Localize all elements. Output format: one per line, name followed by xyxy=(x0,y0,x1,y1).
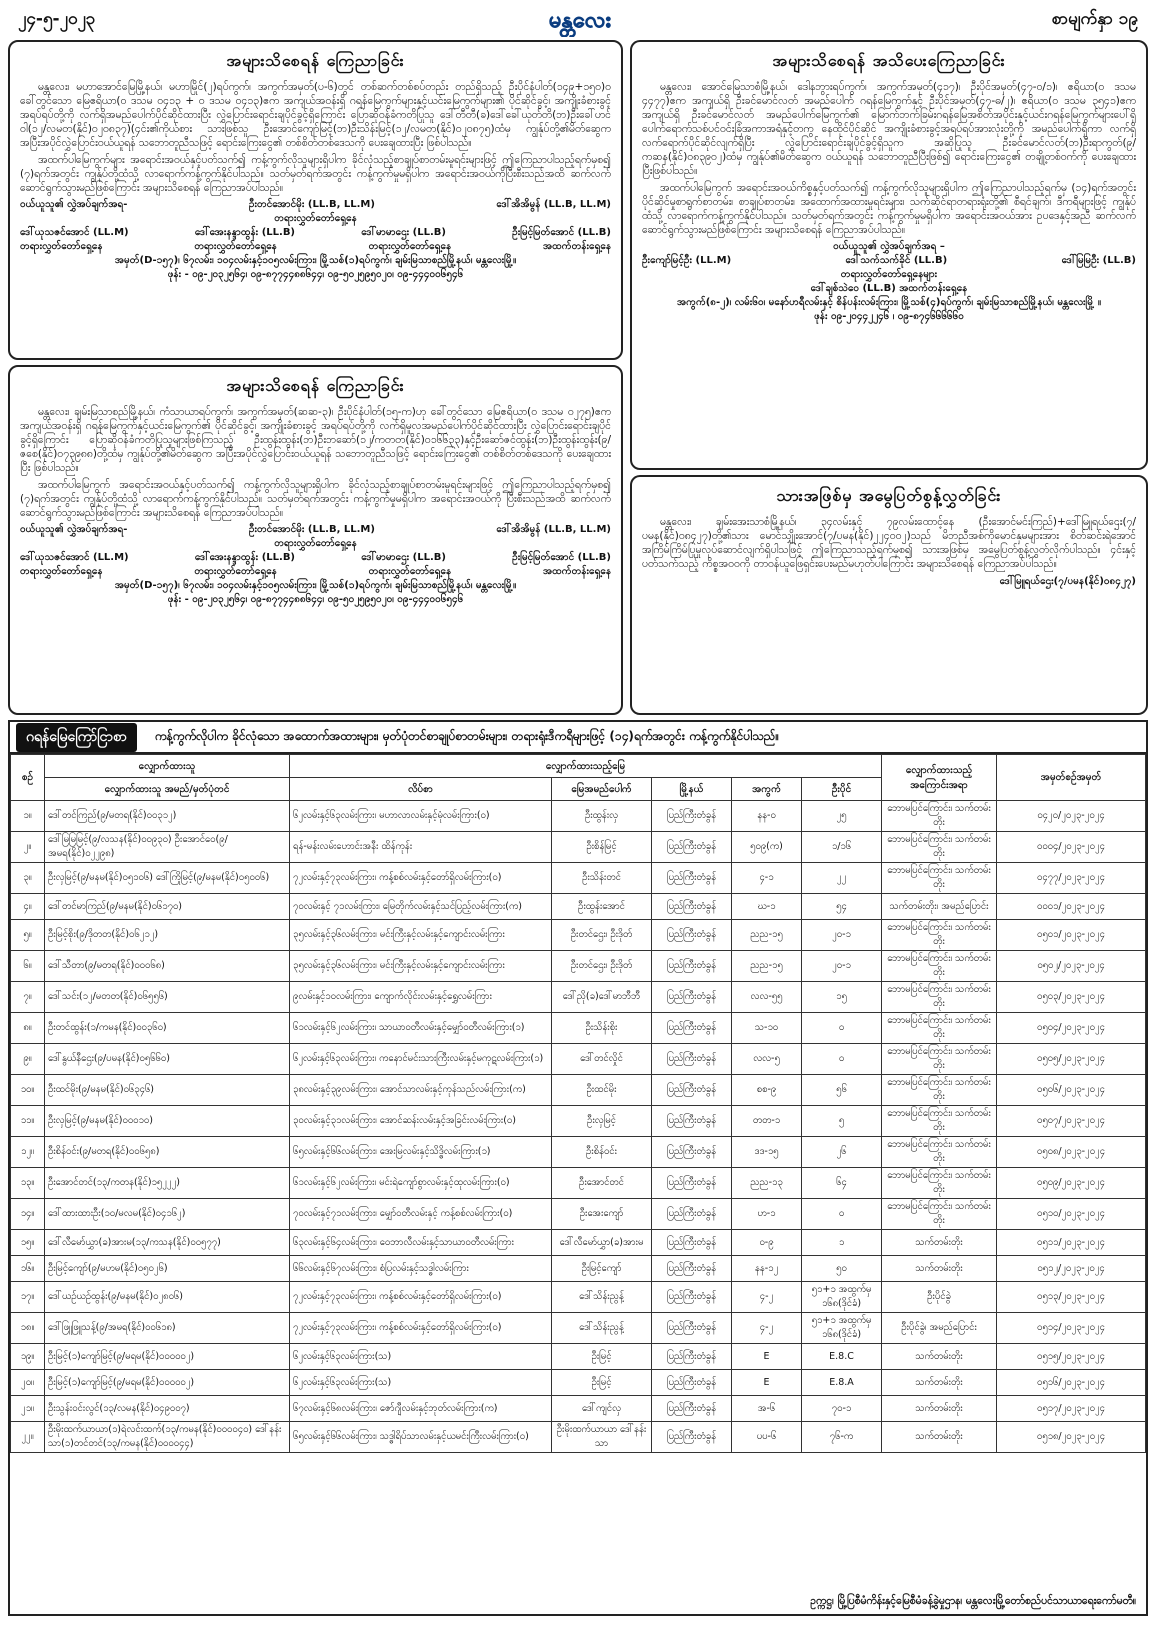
office-address: အမှတ်(D-၁၅၇)၊ ၆၇လမ်း၊ ၁၀၄လမ်းနှင့်၁၀၅လမ်းကြား၊ မြို့သစ်(၁)ရပ်ကွက်၊ ချမ်းမြသာစည်မြို့နယ်၊ မန္တလေးမြို့။ xyxy=(114,255,517,266)
table-cell: ၇၂လမ်းနှင့်၇၃လမ်းကြား၊ ကန့်စစ်လမ်းနှင့်တော်ရှိလမ်းကြား(၀) xyxy=(290,1313,552,1344)
table-cell: ဒေါ်လီမော်ယွှာ(ခ)အားမ(၁၃/ကသန(နိုင်)၀၀၅၇၇) xyxy=(45,1230,290,1256)
table-cell: ဦးတင်ဌေး၊ ဦးဒိုတ် xyxy=(552,920,652,951)
table-row xyxy=(11,1396,1146,1422)
notice-2 xyxy=(8,365,623,715)
table-cell: ဘောမပြင်ကြောင်း၊ သက်တမ်းတိုး xyxy=(882,1044,997,1075)
table-cell: ညည-၁၃ xyxy=(732,1168,802,1199)
table-cell: ၁၂။ xyxy=(11,1137,45,1168)
lawyer-title: တရားလွှတ်တော်ရှေ့နေ xyxy=(368,566,452,577)
table-row xyxy=(11,1013,1146,1044)
table-cell: ၀၅၁၈/၂၀၂၃-၂၀၂၄ xyxy=(997,1422,1146,1453)
notice-paragraph: မန္တလေး၊ မဟာအောင်မြေမြို့နယ်၊ မဟာမြိုင်(၂)ရပ်ကွက်၊ အကွက်အမှတ်(ပ-၆)တွင် တစ်ဆက်တစ်စပ်တည်း တည်ရှိသည့် ဦးပိုင်နံပါတ်(၁၄၉+၁၅၀)ဝ ခေါ်တွင်သော မြေဧရိယာ(၀ ဒသမ ၀၄၁၃ + ၀ ဒသမ ၀၄၁၃)ဧက အကျယ်အဝန်းရှိ ဂရန်မြေကွက်များနှင့်ယင်းမြေကွက်များ၏ ပိုင်ဆိုင်ခွင့်၊ အကျိုးခံစားခွင့် အရပ်ရပ်တို့ကို လက်ရှိအမည်ပေါက်ပိုင်ဆိုင်ထားပြီး လွှဲပြောင်းရောင်းချပိုင်ခွင့်ရှိကြောင်း ပြောဆိုဝန်ခံကတိပြုသူ ဒေါ်တီတီ(ခ)ဒေါ်ခေါ်ယုတ်တိ(ဘ)ဦးခေါ်ဟင်ဝါ(၁၂/လမတ(နိုင်)၀၂၀၈၃၇)(၄င်း၏ကိုယ်စား သားဖြစ်သူ ဦးအောင်ကျော်မြင့်(ဘ)ဦးသိန်းမြင့်(၁၂/လမတ(နိုင်)၀၂၀၈၇၅)ထံမှ ကျွန်ုပ်တို့၏မိတ်ဆွေက အပြီးအပိုင်လွှဲပြောင်းဝယ်ယူရန် သဘောတူညီသဖြင့် ရောင်းကြေးငွေ၏ တစ်စိတ်တစ်ဒေသကို ပေးချေထားပြီး ဖြစ်ပါသည်။ xyxy=(20,81,611,149)
table-cell: E xyxy=(732,1370,802,1396)
group-header: လျှောက်ထားသူ xyxy=(45,755,290,778)
lawyer-title: တရားလွှတ်တော်ရှေ့နေ xyxy=(274,538,357,549)
table-cell: ညည-၁၅ xyxy=(732,951,802,982)
representation-label: ဝယ်ယူသူ၏ လွှဲအပ်ချက်အရ- xyxy=(20,199,128,210)
table-cell: ဘောမပြင်ကြောင်း၊ သက်တမ်းတိုး xyxy=(882,920,997,951)
table-cell: ၀၅၁၄/၂၀၂၃-၂၀၂၄ xyxy=(997,1313,1146,1344)
table-cell: ၁၄။ xyxy=(11,1199,45,1230)
table-row xyxy=(11,1106,1146,1137)
table-cell: ဦးထင်မိုး(၉/မနမ(နိုင်)၀၆၃၄၆) xyxy=(45,1075,290,1106)
lawyer-signatures xyxy=(20,523,611,607)
table-cell: ပြည်ကြီးတံခွန် xyxy=(652,982,732,1013)
table-cell: ဒေါ်သီတာ(၉/မတရ(နိုင်)၀၀၀၆၈) xyxy=(45,951,290,982)
gazette-note: ကန့်ကွက်လိုပါက ခိုင်လုံသော အထောက်အထားများ၊ မှတ်ပုံတင်စာချုပ်စာတမ်းများ၊ တရားရုံးဒီကရီများဖြင့် (၁၄)ရက်အတွင်း ကန့်ကွက်နိုင်ပါသည်။ xyxy=(154,729,780,743)
table-cell: ဦးမြင့် xyxy=(552,1370,652,1396)
table-cell: ပြည်ကြီးတံခွန် xyxy=(652,894,732,920)
table-cell: ဒေါ်သိန်းညွန့် xyxy=(552,1313,652,1344)
table-cell: ဒေါ်ယဉ်ယဉ်ထွန်း(၉/မနမ(နိုင်)၀၂၈၀၆) xyxy=(45,1282,290,1313)
table-row xyxy=(11,1344,1146,1370)
table-cell: ၃၀လမ်းနှင့်၃၁လမ်းကြား၊ အောင်ဆန်းလမ်းနှင့်အခြင်းလမ်းကြား(၀) xyxy=(290,1106,552,1137)
grant-land-gazette xyxy=(8,720,1148,1616)
notice-paragraph: မန္တလေး၊ ချမ်းမြသာစည်မြို့နယ်၊ ကံသာယာရပ်ကွက်၊ အကွက်အမှတ်(ဆဆ-၃)၊ ဦးပိုင်နံပါတ်(၁၅-က)ဟု ခေါ်တွင်သော မြေဧရိယာ(၀ ဒသမ ၀၂၇၅)ဧက အကျယ်အဝန်းရှိ ဂရန်မြေကွက်နှင့်ယင်းမြေကွက်၏ ပိုင်ဆိုင်ခွင့်၊ အကျိုးခံစားခွင့် အရပ်ရပ်တို့ကို လက်ရှိမူလအမည်ပေါက်ပိုင်ဆိုင်ထားပြီး လွှဲပြောင်းရောင်းချပိုင်ခွင့်ရှိကြောင်း ပြောဆိုဝန်ခံကတိပြုသူများဖြစ်ကြသည့် ဦးထွန်းထွန်း(ဘ)ဦးဘဆော်(၁၂/ကတတ(နိုင်)၀၁၆၆၃၃)နှင့်ဦးဆော်ဇင်ထွန်း(ဘ)ဦးထွန်းထွန်း(၉/ဇစေ(နိုင်)၀၇၃၉၈၈)တို့ထံမှ ကျွန်ုပ်တို့၏မိတ်ဆွေက အပြီးအပိုင်လွှဲပြောင်းဝယ်ယူရန် သဘောတူညီသဖြင့် ရောင်းကြေးငွေ၏ တစ်စိတ်တစ်ဒေသကို ပေးချေထားပြီး ဖြစ်ပါသည်။ xyxy=(20,406,611,474)
table-cell: သက်တမ်းတိုး xyxy=(882,1370,997,1396)
table-cell: ၅ xyxy=(802,1106,882,1137)
table-cell: ဦးလှမြင့် xyxy=(552,1106,652,1137)
table-cell: ၆၂လမ်းနှင့်၆၃လမ်းကြား၊ ကနောင်မင်းသားကြီးလမ်းနှင့်မကုဋလမ်းကြား(၁) xyxy=(290,1044,552,1075)
table-cell: ၀၅၁၁/၂၀၂၃-၂၀၂၄ xyxy=(997,1230,1146,1256)
table-cell: ဒဒ-၁၅ xyxy=(732,1137,802,1168)
office-phone: ဖုန်း - ၀၉-၂၀၃၂၅၆၄၊ ၀၉-၈၇၇၄၄၈၈၆၄၄၊ ၀၉-၅၀၂၅၉၅၀၂၀၊ ၀၉-၄၄၄၀၀၆၅၄၆ xyxy=(167,594,464,605)
table-cell: လလ-၅ xyxy=(732,1044,802,1075)
table-cell: ၀၅၁၆/၂၀၂၃-၂၀၂၄ xyxy=(997,1370,1146,1396)
table-cell: ၅၁+၁ အထွက်မှ ၁၆၈(ဒိုင်ခံ) xyxy=(802,1282,882,1313)
table-cell: ၂၂။ xyxy=(11,1422,45,1453)
notice-paragraph: အထက်ပါမြေကွက်များ အရောင်းအဝယ်နှင့်ပတ်သက်၍ ကန့်ကွက်လိုသူများရှိပါက ခိုင်လုံသည့်စာချုပ်စာတမ်းမူရင်းများဖြင့် ဤကြေညာပါသည့်ရက်မှစ၍ (၇)ရက်အတွင်း ကျွန်ုပ်တို့ထံသို့ လာရောက်ကန့်ကွက်နိုင်ပါသည်။ သတ်မှတ်ရက်အတွင်း ကန့်ကွက်မှုမရှိပါက အရောင်းအဝယ်ကိုပြီးစီးသည်အထိ ဆက်လက်ဆောင်ရွက်သွားမည်ဖြစ်ကြောင်း အများသိစေရန် ကြေညာအပ်ပါသည်။ xyxy=(20,154,611,194)
table-cell: ၆၇လမ်းနှင့်၆၈လမ်းကြား၊ ဇော်ဂျီလမ်းနှင့်ဘုတ်လမ်းကြား(က) xyxy=(290,1396,552,1422)
table-cell: အ-၆ xyxy=(732,1396,802,1422)
table-cell: ၀၄၂၀/၂၀၂၃-၂၀၂၄ xyxy=(997,801,1146,832)
table-row xyxy=(11,1422,1146,1453)
table-cell: ဘောမပြင်ကြောင်း၊ သက်တမ်းတိုး xyxy=(882,1075,997,1106)
table-cell: ဘောမပြင်ကြောင်း၊ သက်တမ်းတိုး xyxy=(882,863,997,894)
table-cell: ၇၀လမ်းနှင့်၇၁လမ်းကြား၊ မျှော်ဝတီလမ်းနှင့် ကန့်စစ်လမ်းကြား(ဝ) xyxy=(290,1199,552,1230)
group-header: လျှောက်ထားသည့်မြေ xyxy=(290,755,882,778)
table-cell: ဘောမပြင်ကြောင်း၊ သက်တမ်းတိုး xyxy=(882,1168,997,1199)
page-header xyxy=(0,0,1156,38)
col-header: အမှတ်စဉ်အမှတ် xyxy=(997,755,1146,801)
table-cell: ၅၆ xyxy=(802,1075,882,1106)
table-cell: ဒေါ်တင်မာကြည်(၉/မနမ(နိုင်)၀၆၁၇၀) xyxy=(45,894,290,920)
table-cell: ၀၅၁၂/၂၀၂၃-၂၀၂၄ xyxy=(997,1256,1146,1282)
table-cell: ဒေါ်တင်ကြည်(၉/မတရ(နိုင်)၀၀၃၁၂) xyxy=(45,801,290,832)
table-cell: ၁။ xyxy=(11,801,45,832)
table-cell: ၀၅၁၇/၂၀၂၃-၂၀၂၄ xyxy=(997,1396,1146,1422)
table-cell: ဦးစိန်မြင့် xyxy=(552,832,652,863)
table-cell: ပပ-၆ xyxy=(732,1422,802,1453)
table-row xyxy=(11,920,1146,951)
table-cell: ၁၃။ xyxy=(11,1168,45,1199)
table-cell: ဒေါ်သင်း(၁၂/မတတ(နိုင်)၀၆၅၅၆) xyxy=(45,982,290,1013)
table-cell: ၇၀လမ်းနှင့် ၇၁လမ်းကြား၊ မြေတိုက်လမ်းနှင့်သင်ပြည့်လမ်းကြား(က) xyxy=(290,894,552,920)
notice-title: သားအဖြစ်မှ အမွေပြတ်စွန့်လွှတ်ခြင်း xyxy=(776,486,1002,505)
table-cell: ၀၅၀၆/၂၀၂၃-၂၀၂၄ xyxy=(997,1075,1146,1106)
table-cell: ၀၅၀၇/၂၀၂၃-၂၀၂၄ xyxy=(997,1106,1146,1137)
table-cell: ၀၅၀၁/၂၀၂၃-၂၀၂၄ xyxy=(997,920,1146,951)
table-cell: ၃။ xyxy=(11,863,45,894)
table-cell: ၉လမ်းနှင့်၁၀လမ်းကြား၊ ကျောက်လိုင်းလမ်းနှင့်ရွှေလမ်းကြား xyxy=(290,982,552,1013)
notice-3 xyxy=(630,40,1148,470)
table-cell: ပြည်ကြီးတံခွန် xyxy=(652,1344,732,1370)
table-cell: ပြည်ကြီးတံခွန် xyxy=(652,1256,732,1282)
table-cell: ၆၅လမ်းနှင့်၆၆လမ်းကြား၊ အေးမြလမ်းနှင့်သိဒ္ဓိလမ်းကြား(၁) xyxy=(290,1137,552,1168)
table-cell: ဒေါ်နွယ်နီဌေး(၉/ပမန(နိုင်)၀၅၆၆၀) xyxy=(45,1044,290,1075)
table-cell: ၅၀ xyxy=(802,1256,882,1282)
table-cell: ဒေါ်မြမြမြင့်(၉/လသန(နိုင်)၀၀၉၃၀) ဦးအောင်ဝေ(၉/အမရ(နိုင်)၀၂၂၉၈) xyxy=(45,832,290,863)
table-cell: သက်တမ်းတိုး xyxy=(882,1230,997,1256)
table-cell: ၄-၂ xyxy=(732,1282,802,1313)
table-cell: ဒေါ်ဖြူဖြူသန့်(၉/အမရ(နိုင်)၀၀၆၁၈) xyxy=(45,1313,290,1344)
table-row xyxy=(11,1137,1146,1168)
lawyer-signatures xyxy=(642,240,1136,324)
table-row xyxy=(11,894,1146,920)
table-cell: ၀၀၀၁/၂၀၂၃-၂၀၂၄ xyxy=(997,894,1146,920)
table-cell: ဘောမပြင်ကြောင်း၊ သက်တမ်းတိုး xyxy=(882,1106,997,1137)
lawyer-title: တရားလွှတ်တော်ရှေ့နေ xyxy=(368,241,452,252)
table-cell: ၆။ xyxy=(11,951,45,982)
table-cell: ၁၉။ xyxy=(11,1344,45,1370)
table-row xyxy=(11,951,1146,982)
lawyer-title: တရားလွှတ်တော်ရှေ့နေ xyxy=(20,241,103,252)
lawyer-title: အထက်တန်းရှေ့နေ xyxy=(542,566,611,577)
table-cell: ၆၂လမ်းနှင့်၆၃လမ်းကြား၊ မဟာလာလမ်းနှင့်မုံလမ်းကြား(၀) xyxy=(290,801,552,832)
lawyer-name: ဒေါ်ချစ်သဲဝေ (LL.B) အထက်တန်းရှေ့နေ xyxy=(810,283,968,294)
table-cell: ဘောမပြင်ကြောင်း၊ သက်တမ်းတိုး xyxy=(882,1013,997,1044)
notice-signer: ဒေါ်မြူရယ်ဌေး(၇/ပမန(နိုင်)၀၈၄၂၇) xyxy=(999,576,1136,587)
notice-title: အများသိစေရန် ကြေညာခြင်း xyxy=(226,51,405,70)
table-cell: ၉။ xyxy=(11,1044,45,1075)
table-cell: ၃၈လမ်းနှင့်၃၉လမ်းကြား၊ အောင်သာလမ်းနှင့်ကုန်သည်လမ်းကြား(က) xyxy=(290,1075,552,1106)
table-cell: ၅၄ xyxy=(802,894,882,920)
table-cell: သက်တမ်းတိုး xyxy=(882,1256,997,1282)
table-cell: ပြည်ကြီးတံခွန် xyxy=(652,1106,732,1137)
notice-paragraph: အထက်ပါမြေကွက် အရောင်းအဝယ်နှင့်ပတ်သက်၍ ကန့်ကွက်လိုသူများရှိပါက ခိုင်လုံသည့်စာချုပ်စာတမ်းမူရင်းများဖြင့် ဤကြေညာပါသည့်ရက်မှစ၍ (၇)ရက်အတွင်း ကျွန်ုပ်တို့ထံသို့ လာရောက်ကန့်ကွက်နိုင်ပါသည်။ သတ်မှတ်ရက်အတွင်း ကန့်ကွက်မှုမရှိပါက အရောင်းအဝယ်ကို ပြီးစီးသည်အထိ ဆက်လက်ဆောင်ရွက်သွားမည်ဖြစ်ကြောင်း အများသိစေရန် ကြေညာအပ်ပါသည်။ xyxy=(20,479,611,519)
lawyer-name: ဒေါ်မာမာဌေး (LL.B) xyxy=(361,227,446,238)
table-cell: ဦးသွန်းဝင်းလွင်(၁၃/လမန(နိုင်)၀၄၉၀၀၇) xyxy=(45,1396,290,1422)
col-header: လျှောက်ထားသူ အမည်/မှတ်ပုံတင် xyxy=(45,778,290,801)
representation-label: ဝယ်ယူသူ၏ လွှဲအပ်ချက်အရ- xyxy=(20,524,128,535)
page-number: စာမျက်နှာ ၁၉ xyxy=(1051,9,1138,29)
table-cell: ၁၅။ xyxy=(11,1230,45,1256)
table-cell: ဦးအောင်တင် xyxy=(552,1168,652,1199)
lawyer-name: ဒေါ်ယုသဇင်အောင် (LL.M) xyxy=(20,552,129,563)
gazette-footer: ဥက္ကဋ္ဌ၊ မြို့ပြစီမံကိန်းနှင့်မြေစီမံခန့်ခွဲမှုဌာန၊ မန္တလေးမြို့တော်စည်ပင်သာယာရေးကော်မတီ။ xyxy=(810,1595,1136,1607)
table-row xyxy=(11,1044,1146,1075)
table-cell: ၅၁+၁ အထွက်မှ ၁၆၈(ဒိုင်ခံ) xyxy=(802,1313,882,1344)
table-cell: ဦးမိုးထက်ယာယာ(၁)ရဲလင်းထက်(၁၃/ကမန(နိုင်)၀၀၀၀၄၀) ဒေါ်နန်းသာ(၁)တင်တင်(၁၃/ကမန(နိုင်)၀၀၀၀၄၄) xyxy=(45,1422,290,1453)
table-cell: ၀၄၇၇/၂၀၂၃-၂၀၂၄ xyxy=(997,863,1146,894)
table-cell: ညည-၁၅ xyxy=(732,920,802,951)
table-cell: ၀ xyxy=(802,1013,882,1044)
notice-paragraph: အထက်ပါမြေကွက် အရောင်းအဝယ်ကိစ္စနှင့်ပတ်သက်၍ ကန့်ကွက်လိုသူများရှိပါက ဤကြေညာပါသည့်ရက်မှ (၁၄)ရက်အတွင်း ပိုင်ဆိုင်မှုစာရွက်စာတမ်း၊ စာချုပ်စာတမ်း၊ အထောက်အထားမူရင်းများ၊ သက်ဆိုင်ရာတရားရုံးတို့၏ စီရင်ချက်၊ ဒီကရီများဖြင့် ကျွန်ုပ်ထံသို့ လာရောက်ကန့်ကွက်နိုင်ပါသည်။ သတ်မှတ်ရက်အတွင်း ကန့်ကွက်မှုမရှိပါက အရောင်းအဝယ်အား ဥပဒေနှင့်အညီ ဆက်လက်ဆောင်ရွက်သွားမည်ဖြစ်ကြောင်း အများသိစေရန် ကြေညာအပ်ပါသည်။ xyxy=(642,182,1136,236)
table-cell: ၀၅၀၃/၂၀၂၃-၂၀၂၄ xyxy=(997,982,1146,1013)
table-cell: ဟ-၁ xyxy=(732,1199,802,1230)
table-cell: ၂၁။ xyxy=(11,1396,45,1422)
table-cell: ၁၆။ xyxy=(11,1256,45,1282)
table-cell: ဒေါ်တင်လှိုင် xyxy=(552,1044,652,1075)
lawyer-title: တရားလွှတ်တော်ရှေ့နေ xyxy=(20,566,103,577)
table-cell: ၂၆ xyxy=(802,1137,882,1168)
notice-title: အများသိစေရန် အသိပေးကြေညာခြင်း xyxy=(772,51,1006,70)
table-cell: ၁၈။ xyxy=(11,1313,45,1344)
table-cell: ပြည်ကြီးတံခွန် xyxy=(652,1313,732,1344)
lawyer-name: ဒေါ်အိအိမွန် (LL.B, LL.M) xyxy=(496,199,611,210)
lawyer-title: တရားလွှတ်တော်ရှေ့နေ xyxy=(194,241,277,252)
table-cell: ၈။ xyxy=(11,1013,45,1044)
table-cell: ပြည်ကြီးတံခွန် xyxy=(652,1370,732,1396)
table-cell: ၁၀။ xyxy=(11,1075,45,1106)
table-cell: ၇။ xyxy=(11,982,45,1013)
table-cell: ရန်-မန်းလမ်းဟောင်းအနီး ထိန်ကုန်း xyxy=(290,832,552,863)
table-cell: ၁/၁၆ xyxy=(802,832,882,863)
table-cell: E xyxy=(732,1344,802,1370)
office-phone: ဖုန်း - ၀၉-၂၀၃၂၅၆၄၊ ၀၉-၈၇၇၄၄၈၈၆၄၄၊ ၀၉-၅၀၂၅၉၅၀၂၀၊ ၀၉-၄၄၄၀၀၆၅၄၆ xyxy=(167,269,464,280)
table-cell: ဦးသိန်းစိုး xyxy=(552,1013,652,1044)
table-cell: ဦးမြင့်ကျော် xyxy=(552,1256,652,1282)
table-cell: ၁ xyxy=(802,1230,882,1256)
table-cell: ၆၁လမ်းနှင့်၆၂လမ်းကြား၊ မင်းရဲကျော်စွာလမ်းနှင့်ထုလမ်းကြား(၀) xyxy=(290,1168,552,1199)
notice-4 xyxy=(630,475,1148,715)
table-cell: ဒေါ်ထားထားဦး(၁၀/မလမ(နိုင်)၀၄၁၆၂) xyxy=(45,1199,290,1230)
table-cell: သ-၁၀ xyxy=(732,1013,802,1044)
table-cell: ပြည်ကြီးတံခွန် xyxy=(652,920,732,951)
col-header: အကွက် xyxy=(732,778,802,801)
table-cell: ၀၅၀၉/၂၀၂၃-၂၀၂၄ xyxy=(997,1168,1146,1199)
lawyer-name: ဦးမြင့်မြတ်အောင် (LL.B) xyxy=(512,552,611,563)
table-cell: ၁၇။ xyxy=(11,1282,45,1313)
table-cell: ဦးထွန်းအောင် xyxy=(552,894,652,920)
table-cell: ပြည်ကြီးတံခွန် xyxy=(652,1137,732,1168)
table-cell: ဦးထင်မိုး xyxy=(552,1075,652,1106)
table-cell: ဦးမြင့်စိုး(၉/ဒိုတတ(နိုင်)၀၆၂၁၂) xyxy=(45,920,290,951)
table-cell: ဦးမြင့်(၁)ကျော်မြင့်(၉/မရမ(နိုင်)၀၀၀၀၀၂) xyxy=(45,1370,290,1396)
office-address: အကွက်(၈-၂)၊ လမ်း၆၀၊ မနော်ဟရီလမ်းနှင့် စိန်ပန်းလမ်းကြား၊ မြို့သစ်(၄)ရပ်ကွက်၊ ချမ်းမြသာစည်မြို့နယ်၊ မန္တလေးမြို့ ။ xyxy=(676,297,1102,308)
table-cell: ၆၂လမ်းနှင့်၆၃လမ်းကြား(သ) xyxy=(290,1370,552,1396)
table-cell: ဦးစိန်ဝင်း xyxy=(552,1137,652,1168)
col-header: ဦးပိုင် xyxy=(802,778,882,801)
table-cell: ၆၂လမ်းနှင့်၆၃လမ်းကြား(သ) xyxy=(290,1344,552,1370)
table-cell: ပြည်ကြီးတံခွန် xyxy=(652,1422,732,1453)
table-row xyxy=(11,863,1146,894)
table-cell: ၇၂လမ်းနှင့်၇၃လမ်းကြား၊ ကန့်စစ်လမ်းနှင့်တော်ရှိလမ်းကြား(၀) xyxy=(290,863,552,894)
table-cell: ဦးစိန်ဝင်း(၉/မတရ(နိုင်)၀၀၆၅၈) xyxy=(45,1137,290,1168)
gazette-badge: ဂရန်မြေကြော်ငြာစာ xyxy=(16,723,137,752)
table-cell: ၇၂လမ်းနှင့်၇၃လမ်းကြား၊ ကန့်စစ်လမ်းနှင့်တော်ရှိလမ်းကြား(၀) xyxy=(290,1282,552,1313)
table-cell: ပြည်ကြီးတံခွန် xyxy=(652,1199,732,1230)
table-cell: ၀၅၁၀/၂၀၂၃-၂၀၂၄ xyxy=(997,1199,1146,1230)
lawyer-name: ဒေါ်ယုသဇင်အောင် (LL.M) xyxy=(20,227,129,238)
table-cell: ဦးမြင့်ကျော်(၉/မဟမ(နိုင်)၀၅၀၂၆) xyxy=(45,1256,290,1282)
table-cell: ၁၁။ xyxy=(11,1106,45,1137)
lawyer-name: ဒေါ်မာမာဌေး (LL.B) xyxy=(361,552,446,563)
table-cell: ၃၅လမ်းနှင့်၃၆လမ်းကြား၊ မင်းကြီးနှင့်လမ်းနှင့်ကျောင်းလမ်းကြား xyxy=(290,920,552,951)
notice-paragraph: မန္တလေး၊ ချမ်းအေးသာစံမြို့နယ်၊ ၃၄လမ်းနှင့် ၇၉လမ်းထောင့်နေ (ဦးအောင်မင်းကြည်)+ဒေါ်မြူရယ်ဌေး(၇/ပမန(နိုင်)၀၈၄၂၇)တို့၏သား မောင်သျှိုးအောင်(၇/ပမန(နိုင်)၂၂၄၀၀၂)သည် မိဘညီအစ်ကိုမောင်နှမများအား စိတ်ဆင်းရဲအောင် အကြိမ်ကြိမ်ပြုမူလုပ်ဆောင်လျက်ရှိပါသဖြင့် ဤကြေညာသည့်ရက်မှစ၍ သားအဖြစ်မှ အမွေပြတ်စွန့်လွှတ်လိုက်ပါသည်။ ၄င်းနှင့်ပတ်သက်သည့် ကိစ္စအဝဝကို တာဝန်ယူဖြေရှင်းပေးမည်မဟုတ်ပါကြောင်း အများသိစေရန် ကြေညာအပ်ပါသည်။ xyxy=(642,516,1136,570)
table-cell: ၄-၂ xyxy=(732,1313,802,1344)
table-cell: ဘောမပြင်ကြောင်း၊ သက်တမ်းတိုး xyxy=(882,1137,997,1168)
table-cell: ၂၀။ xyxy=(11,1370,45,1396)
newspaper-logo xyxy=(510,1,650,37)
table-row xyxy=(11,832,1146,863)
col-header: မြို့နယ် xyxy=(652,778,732,801)
table-cell: ၂၂ xyxy=(802,863,882,894)
table-row xyxy=(11,1282,1146,1313)
lawyer-name: ဦးတင်အောင်မိုး (LL.B, LL.M) xyxy=(248,199,375,210)
lawyer-name: ဦးကျော်မြင့်ဦး (LL.M) xyxy=(642,255,732,266)
notice-title: အများသိစေရန် ကြေညာခြင်း xyxy=(226,376,405,395)
table-cell: ပြည်ကြီးတံခွန် xyxy=(652,801,732,832)
table-cell: ပြည်ကြီးတံခွန် xyxy=(652,1075,732,1106)
office-address: အမှတ်(D-၁၅၇)၊ ၆၇လမ်း၊ ၁၀၄လမ်းနှင့်၁၀၅လမ်းကြား၊ မြို့သစ်(၁)ရပ်ကွက်၊ ချမ်းမြသာစည်မြို့နယ်၊ မန္တလေးမြို့။ xyxy=(114,580,517,591)
table-cell: ပြည်ကြီးတံခွန် xyxy=(652,1044,732,1075)
table-cell: ဦးပိုင်ခွဲ xyxy=(882,1282,997,1313)
table-cell: ပြည်ကြီးတံခွန် xyxy=(652,1168,732,1199)
table-cell: နန-၁၂ xyxy=(732,1256,802,1282)
table-cell: တတ-၁ xyxy=(732,1106,802,1137)
table-cell: သက်တမ်းတိုး၊ အမည်ပြောင်း xyxy=(882,894,997,920)
table-cell: ဘောမပြင်ကြောင်း၊ သက်တမ်းတိုး xyxy=(882,1199,997,1230)
table-cell: ၀ xyxy=(802,1044,882,1075)
table-cell: ၀၅၀၄/၂၀၂၃-၂၀၂၄ xyxy=(997,1013,1146,1044)
table-cell: ၄။ xyxy=(11,894,45,920)
col-header: မြေအမည်ပေါက် xyxy=(552,778,652,801)
table-cell: ဦးတင်ဌေး၊ ဦးဒိုတ် xyxy=(552,951,652,982)
table-row xyxy=(11,1256,1146,1282)
table-row xyxy=(11,1075,1146,1106)
table-cell: ဦးသိန်းတင် xyxy=(552,863,652,894)
table-cell: ၇၆-က xyxy=(802,1422,882,1453)
lawyer-name: ဦးတင်အောင်မိုး (LL.B, LL.M) xyxy=(248,524,375,535)
table-cell: ၆၄ xyxy=(802,1168,882,1199)
table-cell: စစ-၉ xyxy=(732,1075,802,1106)
office-phone: ဖုန်း ၀၉-၂၀၄၄၂၂၄၆ ၊ ၀၉-၈၇၄၆၆၆၆၆၀ xyxy=(814,311,964,322)
table-cell: E.8.A xyxy=(802,1370,882,1396)
table-row xyxy=(11,982,1146,1013)
table-cell: ၅။ xyxy=(11,920,45,951)
table-cell: ဦးတင်ထွန်း(၁/ကမန(နိုင်)၀၀၃၆၀) xyxy=(45,1013,290,1044)
table-cell: ဦးအေးကျော် xyxy=(552,1199,652,1230)
table-cell: ဘောမပြင်ကြောင်း၊ သက်တမ်းတိုး xyxy=(882,982,997,1013)
table-cell: ၂။ xyxy=(11,832,45,863)
col-header: လိပ်စာ xyxy=(290,778,552,801)
table-cell: ဦးအောင်တင်(၁၃/ကတန(နိုင်)၁၅၂၂၂) xyxy=(45,1168,290,1199)
table-cell: ၂၅ xyxy=(802,801,882,832)
col-header: စဉ် xyxy=(11,755,45,801)
svg-text:မန္တလေး: မန္တလေး xyxy=(548,8,612,33)
table-cell: ပြည်ကြီးတံခွန် xyxy=(652,863,732,894)
col-header: လျှောက်ထားသည့် အကြောင်းအရာ xyxy=(882,755,997,801)
table-cell: သက်တမ်းတိုး xyxy=(882,1422,997,1453)
table-cell: ဦးမြင့်(၁)ကျော်မြင့်(၉/မရမ(နိုင်)၀၀၀၀၀၂) xyxy=(45,1344,290,1370)
table-cell: ၀၅၀၈/၂၀၂၃-၂၀၂၄ xyxy=(997,1137,1146,1168)
table-cell: ၅၀၉(က) xyxy=(732,832,802,863)
table-row xyxy=(11,1313,1146,1344)
table-cell: ၀၅၀၅/၂၀၂၃-၂၀၂၄ xyxy=(997,1044,1146,1075)
table-cell: ဦးလှမြင့်(၉/မနမ(နိုင်)၀၀၀၁၀) xyxy=(45,1106,290,1137)
lawyer-name: ဒေါ်အေးနန္ဒာထွန်း (LL.B) xyxy=(194,227,296,238)
table-cell: ပြည်ကြီးတံခွန် xyxy=(652,951,732,982)
table-cell: ဦးမြင့် xyxy=(552,1344,652,1370)
lawyer-title: တရားလွှတ်တော်ရှေ့နေများ xyxy=(840,269,938,280)
lawyer-name: ဒေါ်အေးနန္ဒာထွန်း (LL.B) xyxy=(194,552,296,563)
table-cell: ၀ xyxy=(802,1199,882,1230)
table-cell: ပြည်ကြီးတံခွန် xyxy=(652,1013,732,1044)
table-cell: ဃ-၁ xyxy=(732,894,802,920)
lawyer-name: ဒေါ်သက်သက်ခိုင် (LL.B) xyxy=(845,255,948,266)
table-cell: ပြည်ကြီးတံခွန် xyxy=(652,1396,732,1422)
table-cell: ၆၆လမ်းနှင့်၆၇လမ်းကြား၊ စံပြလမ်းနှင့်သဒ္ဓါလမ်းကြား xyxy=(290,1256,552,1282)
table-cell: ပြည်ကြီးတံခွန် xyxy=(652,1230,732,1256)
table-cell: ၂၀-၁ xyxy=(802,951,882,982)
lawyer-name: ဒေါ်မြမြဦး (LL.B) xyxy=(1061,255,1136,266)
table-cell: ၀၀၀၄/၂၀၂၃-၂၀၂၄ xyxy=(997,832,1146,863)
table-cell: ၇၀-၁ xyxy=(802,1396,882,1422)
table-cell: E.8.C xyxy=(802,1344,882,1370)
table-cell: ဒေါ်ကျင်လှ xyxy=(552,1396,652,1422)
table-cell: လလ-၅၅ xyxy=(732,982,802,1013)
table-cell: ၀၅၀၂/၂၀၂၃-၂၀၂၄ xyxy=(997,951,1146,982)
table-cell: ပြည်ကြီးတံခွန် xyxy=(652,1282,732,1313)
table-cell: ၆၁လမ်းနှင့်၆၂လမ်းကြား၊ သာယာဝတီလမ်းနှင့်မျှော်ဝတီလမ်းကြား(၁) xyxy=(290,1013,552,1044)
table-cell: ၃၅လမ်းနှင့်၃၆လမ်းကြား၊ မင်းကြီးနှင့်လမ်းနှင့်ကျောင်းလမ်းကြား xyxy=(290,951,552,982)
table-cell: ၆၃လမ်းနှင့်၆၄လမ်းကြား၊ ဝေဘာလီလမ်းနှင့်သာယာဝတီလမ်းကြား xyxy=(290,1230,552,1256)
table-cell: ၂၀-၁ xyxy=(802,920,882,951)
table-cell: ၁၅ xyxy=(802,982,882,1013)
table-cell: သက်တမ်းတိုး xyxy=(882,1344,997,1370)
table-cell: ဦးထွန်းလှ xyxy=(552,801,652,832)
table-cell: ဦးပိုင်ခွဲ၊ အမည်ပြောင်း xyxy=(882,1313,997,1344)
table-row xyxy=(11,801,1146,832)
table-cell: ဝ-၉ xyxy=(732,1230,802,1256)
table-cell: ၄-၁ xyxy=(732,863,802,894)
table-cell: ဒေါ်သိန်းညွန့် xyxy=(552,1282,652,1313)
notice-paragraph: မန္တလေး၊ အောင်မြေသာစံမြို့နယ်၊ ဒေါနဘွားရပ်ကွက်၊ အကွက်အမှတ်(၄၁၇)၊ ဦးပိုင်အမှတ်(၄၇-ဝ/၁)၊ ဧရိယာ(၀ ဒသမ ၄၄၇၇)ဧက အကျယ်ရှိ ဦးခင်မောင်လတ် အမည်ပေါက် ဂရန်မြေကွက်နှင့် ဦးပိုင်အမှတ်(၄၇-ဓ/၂)၊ ဧရိယာ(၀ ဒသမ ၃၅၄၁)ဧက အကျယ်ရှိ ဦးခင်မောင်လတ် အမည်ပေါက်မြေကွက်၏ မြောက်ဘက်ခြမ်းဂရန်မြေအစိတ်အပိုင်းနှင့်ယင်းဂရန်မြေကွက်များပေါ်ရှိ ပေါက်ရောက်သစ်ပင်ဝင်းခြံအကာအရံနှင့်တကွ နေထိုင်ပိုင်ဆိုင် အကျိုးခံစားခွင့်အရပ်ရပ်အားလုံးတို့ကို အမည်ပေါက်ရှိကာ လက်ရှိလက်ရောက်ပိုင်ဆိုင်လျက်ရှိပြီး လွှဲပြောင်းရောင်းချပိုင်ခွင့်ရှိသူက အဆိုပြုသူ ဦးခင်မောင်လတ်(ဘ)ဦးရာကွတ်(၉/ကဆန(နိုင်)၀၈၃၉၀၂)ထံမှ ကျွန်ုပ်၏မိတ်ဆွေက ဝယ်ယူရန် သဘောတူညီပြီးဖြစ်၍ ရောင်းကြေးငွေ၏ တချို့တစ်ဝက်ကို ပေးချေထားပြီးဖြစ်ပါသည်။ xyxy=(642,81,1136,177)
table-cell: ဘောမပြင်ကြောင်း၊ သက်တမ်းတိုး xyxy=(882,832,997,863)
gazette-header xyxy=(10,722,1146,754)
table-cell: ဒေါ်ညို(ခ)ဒေါ်မာဘီဘီ xyxy=(552,982,652,1013)
table-cell: ၀၅၁၃/၂၀၂၃-၂၀၂၄ xyxy=(997,1282,1146,1313)
gazette-table xyxy=(10,754,1146,1453)
lawyer-name: ဒေါ်အိအိမွန် (LL.B, LL.M) xyxy=(496,524,611,535)
lawyer-name: ဦးမြင့်မြတ်အောင် (LL.B) xyxy=(512,227,611,238)
lawyer-title: တရားလွှတ်တော်ရှေ့နေ xyxy=(274,213,357,224)
table-cell: နန-၀ xyxy=(732,801,802,832)
issue-date: ၂၄-၅-၂၀၂၃ xyxy=(18,9,96,29)
table-row xyxy=(11,1370,1146,1396)
table-row xyxy=(11,1199,1146,1230)
lawyer-title: အထက်တန်းရှေ့နေ xyxy=(542,241,611,252)
table-cell: ဦးမိုးထက်ယာယာ ဒေါ်နန်းသာ xyxy=(552,1422,652,1453)
table-cell: ဘောမပြင်ကြောင်း၊ သက်တမ်းတိုး xyxy=(882,801,997,832)
table-cell: သက်တမ်းတိုး xyxy=(882,1396,997,1422)
notice-1 xyxy=(8,40,623,360)
lawyer-signatures xyxy=(20,198,611,282)
table-cell: ဦးလှမြင့်(၉/မနမ(နိုင်)၀၅၁၀၆) ဒေါ်ကြိုမြင့်(၉/မနမ(နိုင်)၀၅၀၀၆) xyxy=(45,863,290,894)
table-cell: ဒေါ်လီမော်ယွှာ(ခ)အားမ xyxy=(552,1230,652,1256)
table-row xyxy=(11,1230,1146,1256)
table-row xyxy=(11,1168,1146,1199)
lawyer-title: တရားလွှတ်တော်ရှေ့နေ xyxy=(194,566,277,577)
table-cell: ၆၅လမ်းနှင့်၆၆လမ်းကြား၊ သဒ္ဓါရိပ်သာလမ်းနှင့်ယမင်းကြီးလမ်းကြား(၀) xyxy=(290,1422,552,1453)
table-cell: ၀၅၁၅/၂၀၂၃-၂၀၂၄ xyxy=(997,1344,1146,1370)
table-cell: ပြည်ကြီးတံခွန် xyxy=(652,832,732,863)
table-cell: ဘောမပြင်ကြောင်း၊ သက်တမ်းတိုး xyxy=(882,951,997,982)
representation-label: ဝယ်ယူသူ၏ လွှဲအပ်ချက်အရ – xyxy=(833,241,945,252)
